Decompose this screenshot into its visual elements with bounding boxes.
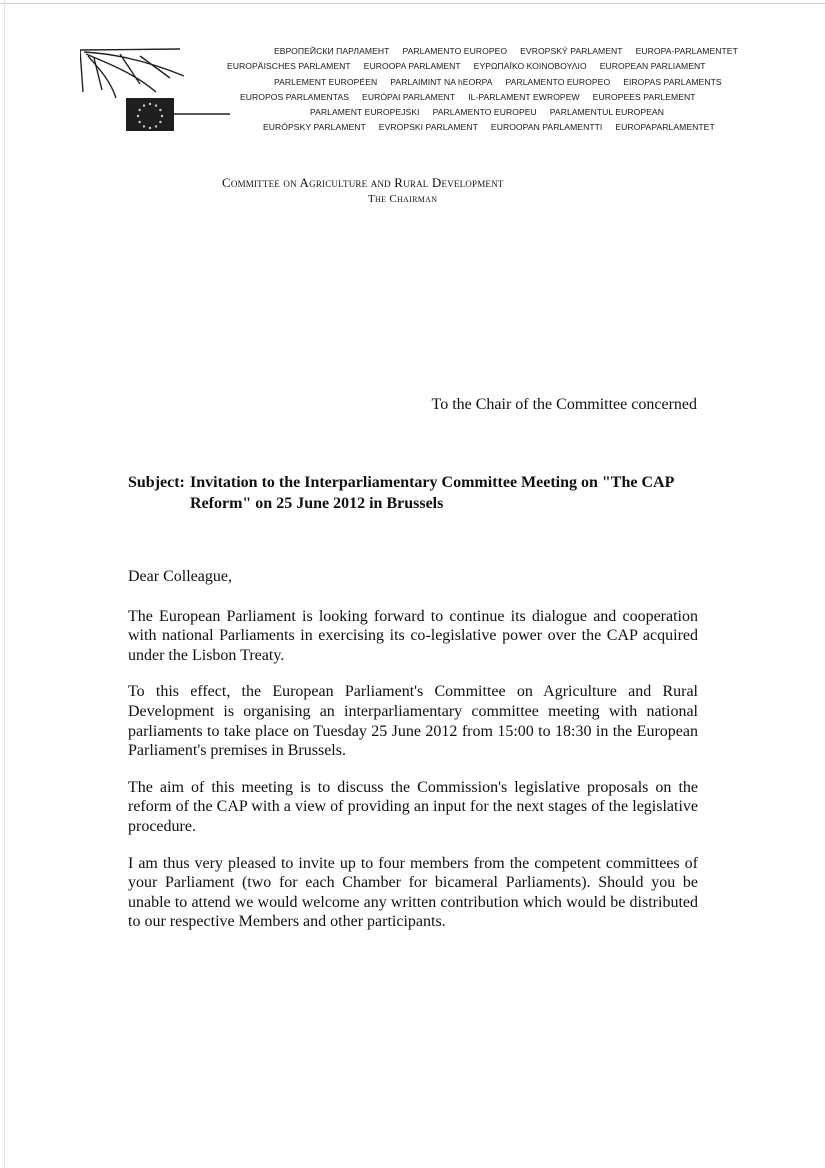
language-name: PARLAIMINT NA hEORPA (390, 76, 493, 87)
language-name: ΕΥΡΩΠΑΪΚΟ ΚΟΙΝΟΒΟΥΛΙΟ (473, 61, 587, 72)
language-line (215, 105, 765, 120)
body-paragraph: The aim of this meeting is to discuss the Commission's legislative proposals on the reform of the CAP with a view of providing an input for the next stages of the legislative procedure. (128, 778, 698, 835)
language-name: EUROOPAN PARLAMENTTI (490, 122, 603, 133)
language-line (215, 59, 765, 74)
language-name: EVROPSKI PARLAMENT (378, 122, 478, 133)
page-edge-line (4, 0, 5, 1168)
language-line (215, 90, 765, 105)
language-name: EUROPAPARLAMENTET (615, 122, 715, 133)
language-name: PARLAMENTO EUROPEO (505, 76, 611, 87)
language-name: PARLAMENT EUROPEJSKI (310, 107, 420, 118)
language-name: PARLAMENTO EUROPEU (432, 107, 537, 118)
language-name: EUROPEAN PARLIAMENT (599, 61, 706, 72)
language-name: EUROPOS PARLAMENTAS (240, 91, 350, 102)
language-name: EUROPEES PARLEMENT (592, 91, 696, 102)
language-name: PARLAMENTUL EUROPEAN (549, 107, 664, 118)
body-paragraph: The European Parliament is looking forward to continue its dialogue and cooperation with national Parliaments in exercising its co-legislative power over the CAP acquired under the Lisbon Treaty. (128, 607, 698, 664)
language-line (215, 120, 765, 135)
language-name: EVROPSKÝ PARLAMENT (520, 46, 623, 56)
language-name: PARLEMENT EUROPÉEN (274, 76, 378, 87)
language-name: IL-PARLAMENT EWROPEW (468, 91, 580, 102)
sender-role: The Chairman (368, 193, 438, 205)
page-edge-line (0, 3, 825, 4)
subject-line (128, 472, 698, 514)
language-names-block (215, 44, 765, 136)
subject-label: Subject: (128, 474, 185, 491)
body-paragraph: I am thus very pleased to invite up to four members from the competent committees of your Parliament (two for each Chamber for bicameral Parliaments). Should you be unable to attend we would welcome any written contribution which would be distributed to our respective Members and other participants. (128, 854, 698, 931)
language-name: EUROOPA PARLAMENT (363, 61, 461, 72)
salutation: Dear Colleague, (128, 568, 232, 585)
language-name: EURÓPAI PARLAMENT (362, 91, 456, 102)
language-line (215, 75, 765, 90)
language-name: EURÓPSKY PARLAMENT (263, 122, 366, 133)
language-line (215, 44, 765, 59)
language-name: EIROPAS PARLAMENTS (623, 76, 722, 87)
letter-body (128, 567, 698, 949)
language-name: EUROPÄISCHES PARLAMENT (227, 61, 351, 72)
language-name: PARLAMENTO EUROPEO (402, 46, 508, 56)
language-name: ЕВРОПЕЙСКИ ПАРЛАМЕНТ (274, 46, 390, 56)
recipient-line: To the Chair of the Committee concerned (431, 396, 697, 413)
body-paragraph: To this effect, the European Parliament's Committee on Agriculture and Rural Development is organising an interparliamentary committee meeting with national parliaments to take place on Tuesday 25 June 2012 from 15:00 to 18:30 in the European Parliament's premises in Brussels. (128, 683, 698, 760)
subject-text: Invitation to the Interparliamentary Committee Meeting on "The CAP Reform" on 25 June 2012 in Brussels (190, 474, 674, 512)
committee-name: Committee on Agriculture and Rural Development (222, 175, 504, 190)
language-name: EUROPA-PARLAMENTET (635, 46, 738, 56)
